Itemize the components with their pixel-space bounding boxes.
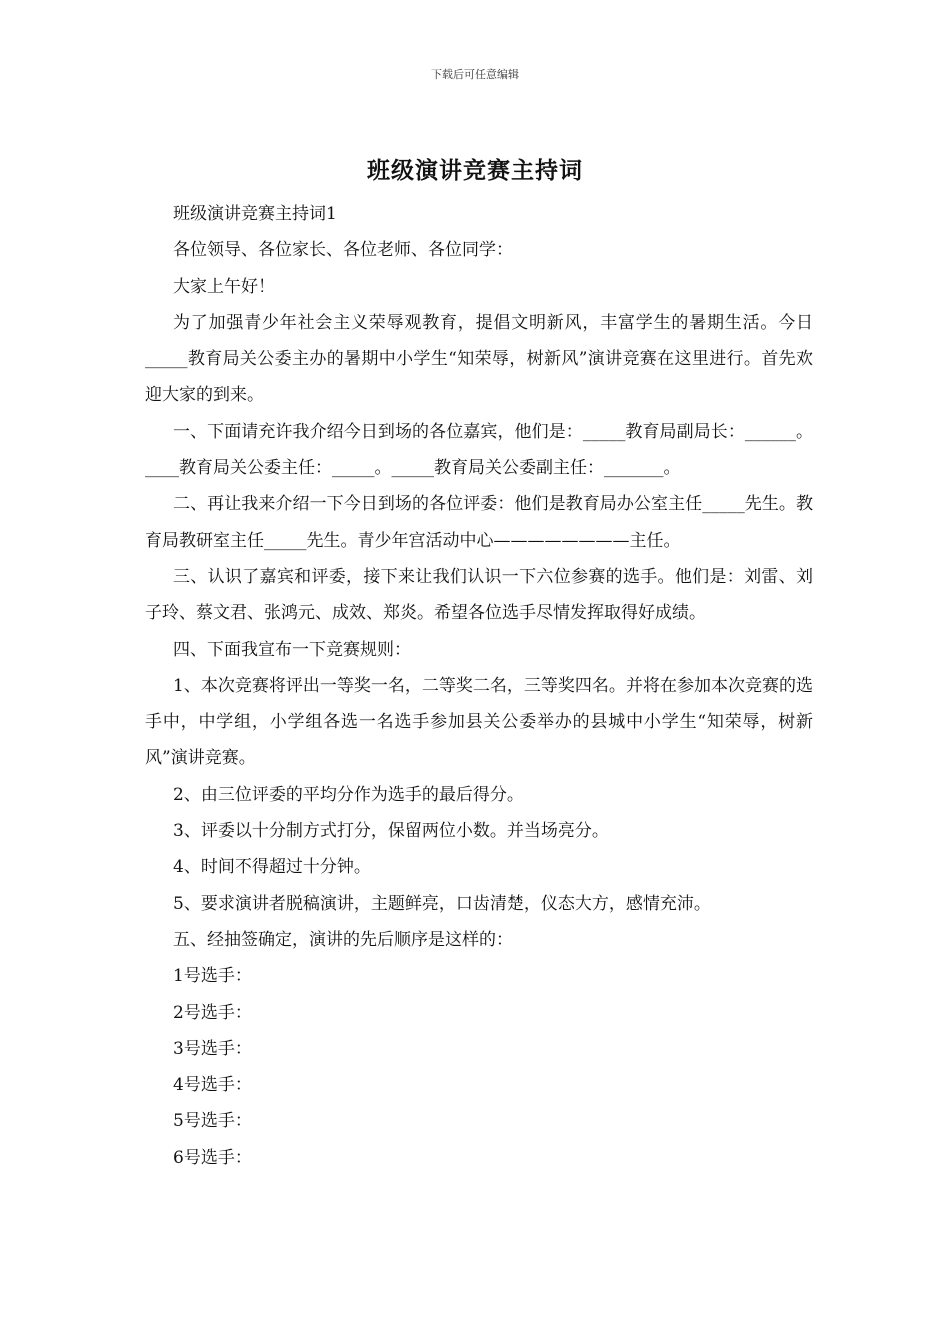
rule-4-paragraph: 4、时间不得超过十分钟。	[173, 857, 371, 878]
contestant-1-line: 1号选手：	[173, 966, 252, 987]
document-title: 班级演讲竞赛主持词	[367, 157, 583, 184]
greeting-paragraph: 大家上午好！	[173, 276, 275, 297]
contestant-3-line: 3号选手：	[173, 1038, 252, 1059]
judges-paragraph: 二、再让我来介绍一下今日到场的各位评委：他们是教育局办公室主任_____先生。教育局教研室主任_____先生。青少年宫活动中心————————主任。	[145, 494, 813, 551]
contestant-6-line: 6号选手：	[173, 1147, 252, 1168]
rule-1-paragraph: 1、本次竞赛将评出一等奖一名，二等奖二名，三等奖四名。并将在参加本次竞赛的选手中，中学组，小学组各选一名选手参加县关公委举办的县城中小学生“知荣辱，树新风”演讲竞赛。	[145, 675, 813, 769]
header-note: 下载后可任意编辑	[431, 68, 519, 81]
contestants-paragraph: 三、认识了嘉宾和评委，接下来让我们认识一下六位参赛的选手。他们是：刘雷、刘子玲、蔡文君、张鸿元、成效、郑炎。希望各位选手尽情发挥取得好成绩。	[145, 566, 813, 624]
guests-paragraph: 一、下面请充许我介绍今日到场的各位嘉宾，他们是：_____教育局副局长：______。____教育局关公委主任：_____。_____教育局关公委副主任：_______。	[145, 421, 813, 479]
contestant-4-line: 4号选手：	[173, 1075, 252, 1096]
rule-5-paragraph: 5、要求演讲者脱稿演讲，主题鲜亮，口齿清楚，仪态大方，感情充沛。	[173, 893, 711, 914]
contestant-2-line: 2号选手：	[173, 1002, 252, 1023]
document-body	[145, 196, 813, 1176]
contestant-5-line: 5号选手：	[173, 1111, 252, 1132]
rule-3-paragraph: 3、评委以十分制方式打分，保留两位小数。并当场亮分。	[173, 821, 609, 842]
rule-2-paragraph: 2、由三位评委的平均分作为选手的最后得分。	[173, 784, 524, 805]
rules-heading-paragraph: 四、下面我宣布一下竞赛规则：	[173, 639, 411, 660]
intro-paragraph: 为了加强青少年社会主义荣辱观教育，提倡文明新风，丰富学生的暑期生活。今日_____教育局关公委主办的暑期中小学生“知荣辱，树新风”演讲竞赛在这里进行。首先欢迎大家的到来。	[145, 312, 813, 406]
subtitle-paragraph: 班级演讲竞赛主持词1	[173, 204, 337, 224]
salutation-paragraph: 各位领导、各位家长、各位老师、各位同学：	[173, 240, 513, 261]
order-heading-paragraph: 五、经抽签确定，演讲的先后顺序是这样的：	[173, 929, 513, 950]
